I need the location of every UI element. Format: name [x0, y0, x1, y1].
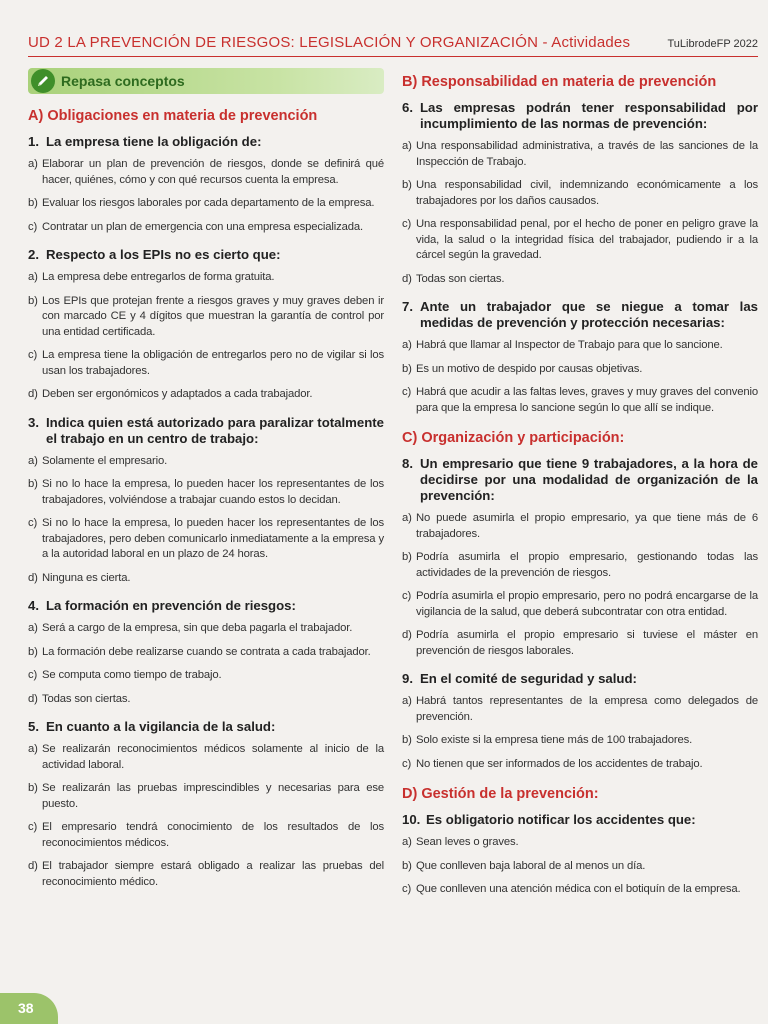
option-text: Si no lo hace la empresa, lo pueden hacer los representantes de los trabajadores, volviéndose a trabajar cuando estos lo decidan.	[42, 478, 384, 506]
page-header	[28, 30, 758, 57]
page-number-tab	[0, 993, 58, 1024]
option-letter: b)	[28, 645, 38, 658]
option-letter: a)	[28, 622, 38, 634]
option	[402, 550, 758, 581]
question-text: Un empresario que tiene 9 trabajadores, a la hora de decidirse por una modalidad de organización de la prevención:	[420, 456, 758, 503]
section-title-d: D) Gestión de la prevención:	[402, 786, 599, 802]
option-text: Si no lo hace la empresa, lo pueden hacer los representantes de los trabajadores, pero deben comunicarlo inmediatamente a la empresa y a la autoridad laboral en un plazo de 24 horas.	[42, 517, 384, 560]
option-text: El empresario tendrá conocimiento de los resultados de los reconocimientos médicos.	[42, 821, 384, 849]
option	[28, 692, 384, 708]
question-number: 2.	[28, 247, 39, 262]
option-text: Podría asumirla el propio empresario si tuviese el máster en prevención de riesgos laborales.	[416, 629, 758, 657]
option-text: Que conlleven una atención médica con el botiquín de la empresa.	[416, 883, 741, 895]
option-text: Evaluar los riesgos laborales por cada departamento de la empresa.	[42, 197, 375, 209]
option	[402, 272, 758, 288]
option	[402, 217, 758, 264]
option-letter: b)	[402, 362, 412, 375]
option-text: Se realizarán reconocimientos médicos solamente al inicio de la actividad laboral.	[42, 743, 384, 771]
option	[28, 516, 384, 563]
option-letter: d)	[28, 692, 38, 705]
option-text: Se realizarán las pruebas imprescindibles y necesarias para ese puesto.	[42, 782, 384, 810]
question-text: Indica quien está autorizado para paralizar totalmente el trabajo en un centro de trabajo:	[46, 414, 384, 446]
option	[28, 270, 384, 286]
option-letter: c)	[402, 883, 412, 895]
option-letter: c)	[402, 757, 412, 770]
question-10	[402, 812, 758, 828]
option-text: Deben ser ergonómicos y adaptados a cada trabajador.	[42, 388, 313, 400]
option-letter: a)	[402, 836, 412, 848]
option	[28, 196, 384, 212]
right-column	[402, 68, 758, 906]
question-number: 6.	[402, 100, 413, 115]
question-number: 4.	[28, 598, 39, 613]
option	[402, 385, 758, 416]
question-2	[28, 247, 384, 263]
option	[402, 628, 758, 659]
option-text: Elaborar un plan de prevención de riesgos, donde se definirá qué hacer, quiénes, cómo y con qué recursos cuenta la empresa.	[42, 158, 384, 186]
option-text: Se computa como tiempo de trabajo.	[42, 669, 222, 681]
option	[28, 742, 384, 773]
question-text: La formación en prevención de riesgos:	[46, 598, 296, 613]
option	[28, 645, 384, 661]
option-letter: a)	[28, 743, 38, 755]
question-4	[28, 598, 384, 614]
option-text: La empresa tiene la obligación de entregarlos pero no de vigilar si los usan los trabajadores.	[42, 349, 384, 377]
question-9	[402, 671, 758, 687]
section-title-b: B) Responsabilidad en materia de prevención	[402, 74, 717, 90]
question-number: 5.	[28, 719, 39, 734]
option-text: Una responsabilidad civil, indemnizando económicamente a los trabajadores por los daños causados.	[416, 179, 758, 207]
option	[28, 157, 384, 188]
option	[402, 178, 758, 209]
question-number: 9.	[402, 671, 413, 686]
question-text: La empresa tiene la obligación de:	[46, 134, 262, 149]
question-number: 10.	[402, 812, 421, 827]
option	[402, 139, 758, 170]
option-text: No puede asumirla el propio empresario, ya que tiene más de 6 trabajadores.	[416, 512, 758, 540]
option-letter: c)	[402, 218, 412, 230]
question-6	[402, 100, 758, 132]
option-text: Sean leves o graves.	[416, 836, 519, 848]
question-text: Ante un trabajador que se niegue a tomar las medidas de prevención y protección necesarias:	[420, 299, 758, 330]
question-text: En cuanto a la vigilancia de la salud:	[46, 719, 276, 734]
question-5	[28, 719, 384, 735]
repasa-conceptos-banner	[28, 68, 384, 94]
option-letter: b)	[28, 782, 38, 794]
option-letter: a)	[28, 271, 38, 283]
option-letter: a)	[402, 695, 412, 707]
option-text: La formación debe realizarse cuando se contrata a cada trabajador.	[42, 645, 371, 658]
question-text: Es obligatorio notificar los accidentes que:	[426, 812, 696, 827]
option	[28, 477, 384, 508]
section-title-c: C) Organización y participación:	[402, 430, 625, 446]
option	[28, 820, 384, 851]
question-8	[402, 456, 758, 504]
option	[28, 571, 384, 587]
option-text: Una responsabilidad administrativa, a través de las sanciones de la Inspección de Trabajo.	[416, 140, 758, 168]
option	[402, 859, 758, 875]
option-letter: b)	[402, 551, 412, 563]
option-text: La empresa debe entregarlos de forma gratuita.	[42, 271, 275, 283]
option-text: El trabajador siempre estará obligado a realizar las pruebas del reconocimiento médico.	[42, 860, 384, 888]
option-letter: d)	[28, 571, 38, 584]
option	[402, 835, 758, 851]
question-number: 7.	[402, 299, 413, 314]
page-number: 38	[18, 1000, 34, 1016]
option-letter: c)	[28, 349, 38, 361]
option-letter: b)	[402, 179, 412, 191]
option-letter: c)	[28, 220, 38, 233]
option-text: Todas son ciertas.	[42, 692, 131, 705]
question-number: 1.	[28, 134, 39, 149]
option-text: Habrá que llamar al Inspector de Trabajo para que lo sancione.	[416, 339, 723, 351]
question-number: 3.	[28, 414, 39, 430]
option	[28, 454, 384, 470]
option-letter: b)	[28, 478, 38, 490]
option-letter: c)	[402, 386, 412, 398]
option	[402, 733, 758, 749]
option	[28, 294, 384, 341]
question-1	[28, 134, 384, 150]
option	[28, 668, 384, 684]
option-letter: c)	[28, 517, 38, 529]
option-letter: b)	[28, 197, 38, 209]
option-text: No tienen que ser informados de los accidentes de trabajo.	[416, 757, 703, 770]
option-letter: d)	[402, 272, 412, 285]
banner-label: Repasa conceptos	[61, 73, 185, 89]
option	[28, 387, 384, 403]
option-letter: a)	[28, 158, 38, 170]
option-text: Que conlleven baja laboral de al menos un día.	[416, 859, 646, 872]
option-text: Una responsabilidad penal, por el hecho de poner en peligro grave la vida, la salud o la integridad física del trabajador, pudiendo ir a la cárcel según la gravedad.	[416, 218, 758, 261]
option	[402, 511, 758, 542]
question-text: Respecto a los EPIs no es cierto que:	[46, 247, 281, 262]
option	[402, 589, 758, 620]
option	[28, 859, 384, 890]
option-text: Es un motivo de despido por causas objetivas.	[416, 362, 643, 375]
option-letter: a)	[28, 454, 38, 467]
option-letter: c)	[402, 590, 412, 602]
option-letter: b)	[402, 734, 412, 746]
option-letter: b)	[28, 294, 38, 307]
option	[402, 882, 758, 898]
option-letter: a)	[402, 140, 412, 152]
pencil-icon	[31, 69, 55, 93]
option-letter: a)	[402, 339, 412, 351]
option	[402, 694, 758, 725]
question-7	[402, 299, 758, 331]
option-text: Habrá que acudir a las faltas leves, graves y muy graves del convenio para que la empresa lo sancione según lo que allí se indique.	[416, 386, 758, 414]
option-text: Contratar un plan de emergencia con una empresa especializada.	[42, 220, 364, 233]
option-letter: c)	[28, 821, 38, 833]
option	[28, 621, 384, 637]
question-text: Las empresas podrán tener responsabilidad por incumplimiento de las normas de prevención:	[420, 100, 758, 131]
option-letter: d)	[402, 629, 412, 641]
question-number: 8.	[402, 456, 413, 471]
option	[28, 220, 384, 236]
option	[402, 338, 758, 354]
left-column	[28, 68, 384, 898]
option-text: Será a cargo de la empresa, sin que deba pagarla el trabajador.	[42, 622, 353, 634]
option-text: Todas son ciertas.	[416, 272, 505, 285]
question-3	[28, 415, 384, 447]
option-text: Habrá tantos representantes de la empresa como delegados de prevención.	[416, 695, 758, 723]
option-letter: a)	[402, 512, 412, 524]
section-title-a: A) Obligaciones en materia de prevención	[28, 108, 318, 124]
header-title: UD 2 LA PREVENCIÓN DE RIESGOS: LEGISLACIÓN Y ORGANIZACIÓN - Actividades	[28, 34, 631, 51]
option-letter: d)	[28, 860, 38, 872]
option	[402, 362, 758, 378]
option	[28, 348, 384, 379]
option-letter: c)	[28, 669, 38, 681]
option-text: Solamente el empresario.	[42, 454, 168, 467]
question-text: En el comité de seguridad y salud:	[420, 671, 637, 686]
option-text: Podría asumirla el propio empresario, gestionando todas las actividades de la prevención de riesgos.	[416, 551, 758, 579]
header-brand: TuLibrodeFP 2022	[667, 38, 758, 50]
option-letter: d)	[28, 388, 38, 400]
option	[402, 757, 758, 773]
option-text: Solo existe si la empresa tiene más de 100 trabajadores.	[416, 734, 693, 746]
option-text: Los EPIs que protejan frente a riesgos graves y muy graves deben ir con marcado CE y 4 dígitos que muestran la garantía de control por una entidad certificada.	[42, 294, 384, 338]
option-letter: b)	[402, 859, 412, 872]
option-text: Ninguna es cierta.	[42, 571, 131, 584]
option	[28, 781, 384, 812]
option-text: Podría asumirla el propio empresario, pero no podrá encargarse de la vigilancia de la salud, que deberá subcontratar con otra entidad.	[416, 590, 758, 618]
